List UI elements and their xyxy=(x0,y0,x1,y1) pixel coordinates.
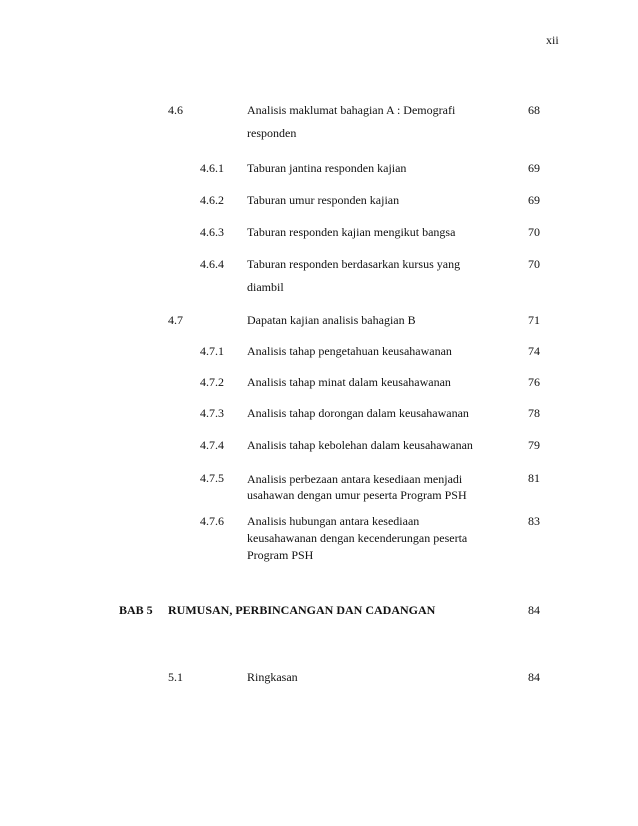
section-number: 4.7.2 xyxy=(200,375,224,389)
section-title: Taburan responden kajian mengikut bangsa xyxy=(247,225,456,239)
section-title-line: responden xyxy=(247,126,297,140)
chapter-title: RUMUSAN, PERBINCANGAN DAN CADANGAN xyxy=(168,603,436,617)
page-number: xii xyxy=(546,33,559,47)
chapter-number: BAB 5 xyxy=(119,603,153,617)
section-title-line: diambil xyxy=(247,280,284,294)
page-ref: 84 xyxy=(528,670,540,684)
page-ref: 76 xyxy=(528,375,540,389)
section-title: Analisis tahap dorongan dalam keusahawanan xyxy=(247,406,469,420)
section-title-line: Program PSH xyxy=(247,548,314,562)
section-title: Taburan umur responden kajian xyxy=(247,193,400,207)
page-ref: 74 xyxy=(528,344,540,358)
section-title: Analisis tahap minat dalam keusahawanan xyxy=(247,375,451,389)
page-ref: 79 xyxy=(528,438,540,452)
section-number: 4.7.4 xyxy=(200,438,224,452)
page-ref: 68 xyxy=(528,103,540,117)
section-title-line: Analisis hubungan antara kesediaan xyxy=(247,514,420,528)
section-number: 4.7.6 xyxy=(200,514,224,528)
section-number: 4.6.4 xyxy=(200,257,224,271)
page-ref: 71 xyxy=(528,313,540,327)
section-number: 5.1 xyxy=(168,670,183,684)
page-ref: 69 xyxy=(528,193,540,207)
section-number: 4.7.1 xyxy=(200,344,224,358)
section-number: 4.7.5 xyxy=(200,471,224,485)
section-number: 4.6 xyxy=(168,103,183,117)
section-number: 4.6.2 xyxy=(200,193,224,207)
section-number: 4.6.3 xyxy=(200,225,224,239)
page-ref: 83 xyxy=(528,514,540,528)
section-number: 4.6.1 xyxy=(200,161,224,175)
section-title-line: Analisis perbezaan antara kesediaan menjadi xyxy=(247,472,463,486)
section-title-line: Taburan responden berdasarkan kursus yang xyxy=(247,257,461,271)
page-ref: 81 xyxy=(528,471,540,485)
page-ref: 84 xyxy=(528,603,540,617)
section-title-line: usahawan dengan umur peserta Program PSH xyxy=(247,488,467,502)
page-ref: 70 xyxy=(528,225,540,239)
section-number: 4.7 xyxy=(168,313,183,327)
section-title-line: Analisis maklumat bahagian A : Demografi xyxy=(247,103,456,117)
section-title: Taburan jantina responden kajian xyxy=(247,161,407,175)
section-title: Analisis tahap pengetahuan keusahawanan xyxy=(247,344,452,358)
section-title: Dapatan kajian analisis bahagian B xyxy=(247,313,416,327)
page-ref: 78 xyxy=(528,406,540,420)
section-title-line: keusahawanan dengan kecenderungan peserta xyxy=(247,531,468,545)
section-number: 4.7.3 xyxy=(200,406,224,420)
section-title: Ringkasan xyxy=(247,670,298,684)
page-ref: 70 xyxy=(528,257,540,271)
section-title: Analisis tahap kebolehan dalam keusahawanan xyxy=(247,438,473,452)
page-ref: 69 xyxy=(528,161,540,175)
